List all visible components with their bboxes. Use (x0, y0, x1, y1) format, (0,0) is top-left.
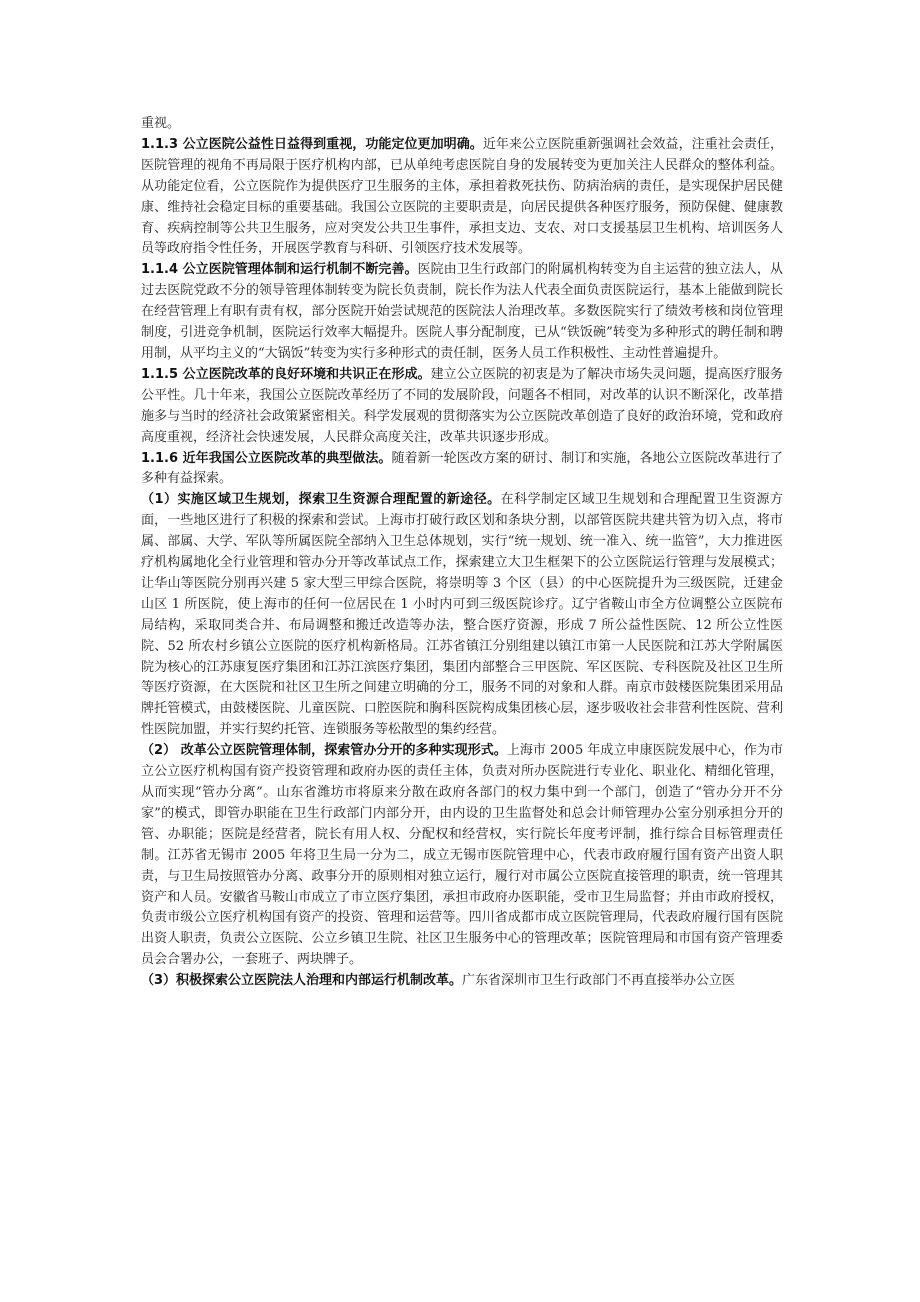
document-page (141, 114, 783, 992)
section-1-1-6 (141, 449, 783, 491)
subsection-body: 在科学制定区域卫生规划和合理配置卫生资源方面，一些地区进行了积极的探索和尝试。上海市打破行政区划和条块分割，以部管医院共建共管为切入点，将市属、部属、大学、军队等所属医院全部纳入卫生总体规划，实行“统一规划、统一准入、统一监管”，大力推进医疗机构属地化全行业管理和管办分开等改革试点工作，探索建立大卫生框架下的公立医院运行管理与发展模式；让华山等医院分别再兴建 5 家大型三甲综合医院，将崇明等 3 个区（县）的中心医院提升为三级医院，迁建金山区 1 所医院，使上海市的任何一位居民在 1 小时内可到三级医院诊疗。辽宁省鞍山市全方位调整公立医院布局结构，采取同类合并、布局调整和搬迁改造等办法，整合医疗资源，形成 7 所公益性医院、12 所公立性医院、52 所农村乡镇公立医院的医疗机构新格局。江苏省镇江分别组建以镇江市第一人民医院和江苏大学附属医院为核心的江苏康复医疗集团和江苏江滨医疗集团，集团内部整合三甲医院、军区医院、专科医院及社区卫生所等医疗资源，在大医院和社区卫生所之间建立明确的分工，服务不同的对象和人群。南京市鼓楼医院集团采用品牌托管模式，由鼓楼医院、儿童医院、口腔医院和胸科医院构成集团核心层，逐步吸收社会非营利性医院、营利性医院加盟，并实行契约托管、连锁服务等松散型的集约经营。 (141, 492, 783, 738)
section-1-1-4 (141, 260, 783, 365)
subsection-2 (141, 741, 783, 971)
section-heading: 1.1.5 公立医院改革的良好环境和共识正在形成。 (141, 366, 431, 382)
subsection-body: 广东省深圳市卫生行政部门不再直接举办公立医 (462, 973, 736, 989)
section-body: 建立公立医院的初衷是为了解决市场失灵问题，提高医疗服务公平性。几十年来，我国公立医院改革经历了不同的发展阶段，问题各不相同，对改革的认识不断深化，改革措施多与当时的经济社会政策紧密相关。科学发展观的贯彻落实为公立医院改革创造了良好的政治环境，党和政府高度重视，经济社会快速发展，人民群众高度关注，改革共识逐步形成。 (141, 366, 783, 445)
paragraph-text: 重视。 (141, 116, 181, 131)
subsection-3 (141, 971, 783, 992)
section-heading: 1.1.3 公立医院公益性日益得到重视，功能定位更加明确。 (141, 136, 483, 152)
section-heading: 1.1.4 公立医院管理体制和运行机制不断完善。 (141, 262, 418, 278)
subsection-body: 上海市 2005 年成立申康医院发展中心，作为市立公立医疗机构国有资产投资管理和政府办医的责任主体，负责对所办医院进行专业化、职业化、精细化管理，从而实现“管办分离”。山东省潍坊市将原来分散在政府各部门的权力集中到一个部门，创造了“管办分开不分家”的模式，即管办职能在卫生行政部门内部分开，由内设的卫生监督处和总会计师管理办公室分别承担分开的管、办职能；医院是经营者，院长有用人权、分配权和经营权，实行院长年度考评制，推行综合目标管理责任制。江苏省无锡市 2005 年将卫生局一分为二，成立无锡市医院管理中心，代表市政府履行国有资产出资人职责，与卫生局按照管办分离、政事分开的原则相对独立运行，履行对市属公立医院直接管理的职责，统一管理其资产和人员。安徽省马鞍山市成立了市立医疗集团，承担市政府办医职能，受市卫生局监督；并由市政府授权，负责市级公立医疗机构国有资产的投资、管理和运营等。四川省成都市成立医院管理局，代表政府履行国有医院出资人职责，负责公立医院、公立乡镇卫生院、社区卫生服务中心的管理改革；医院管理局和市国有资产管理委员会合署办公，一套班子、两块牌子。 (141, 743, 783, 968)
section-1-1-3 (141, 135, 783, 260)
section-body: 近年来公立医院重新强调社会效益，注重社会责任，医院管理的视角不再局限于医疗机构内部，已从单纯考虑医院自身的发展转变为更加关注人民群众的整体利益。从功能定位看，公立医院作为提供医疗卫生服务的主体，承担着救死扶伤、防病治病的责任，是实现保护居民健康、维持社会稳定目标的重要基础。我国公立医院的主要职责是，向居民提供各种医疗服务，预防保健、健康教育、疾病控制等公共卫生服务，应对突发公共卫生事件，承担支边、支农、对口支援基层卫生机构、培训医务人员等政府指令性任务，开展医学教育与科研、引领医疗技术发展等。 (141, 136, 783, 257)
section-body: 随着新一轮医改方案的研讨、制订和实施，各地公立医院改革进行了多种有益探索。 (141, 450, 783, 487)
subsection-heading: （1）实施区域卫生规划，探索卫生资源合理配置的新途径。 (141, 492, 501, 508)
section-body: 医院由卫生行政部门的附属机构转变为自主运营的独立法人，从过去医院党政不分的领导管理体制转变为院长负责制，院长作为法人代表全面负责医院运行，基本上能做到院长在经营管理上有职有责有权，部分医院开始尝试规范的医院法人治理改革。多数医院实行了绩效考核和岗位管理制度，引进竞争机制，医院运行效率大幅提升。医院人事分配制度，已从“铁饭碗”转变为多种形式的聘任制和聘用制，从平均主义的“大锅饭”转变为实行多种形式的责任制，医务人员工作积极性、主动性普遍提升。 (141, 262, 783, 361)
section-heading: 1.1.6 近年我国公立医院改革的典型做法。 (141, 450, 392, 466)
section-1-1-5 (141, 365, 783, 449)
subsection-heading: （2） 改革公立医院管理体制，探索管办分开的多种实现形式。 (141, 743, 507, 759)
paragraph-intro (141, 114, 783, 135)
subsection-heading: （3）积极探索公立医院法人治理和内部运行机制改革。 (141, 973, 463, 989)
subsection-1 (141, 490, 783, 741)
